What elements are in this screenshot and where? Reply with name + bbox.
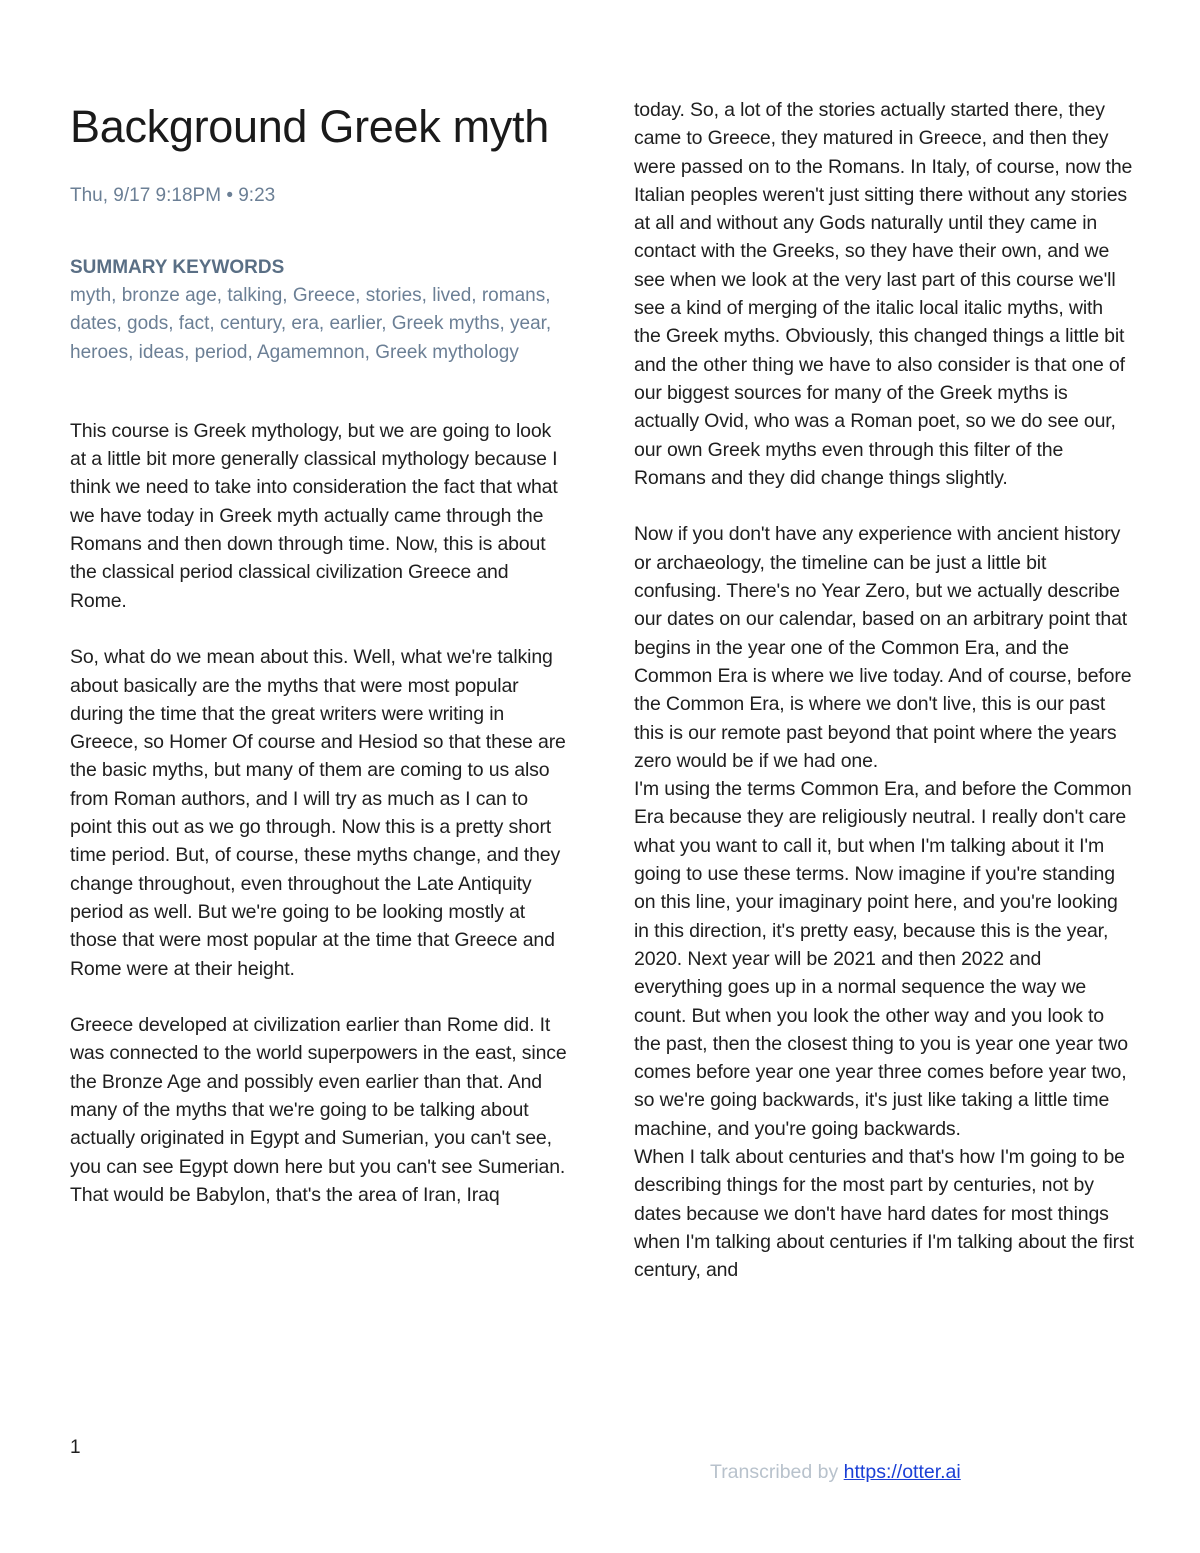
otter-link[interactable]: https://otter.ai	[843, 1461, 961, 1483]
keywords-heading: SUMMARY KEYWORDS	[70, 257, 285, 278]
footer-prefix: Transcribed by	[710, 1461, 844, 1483]
transcript-paragraph: When I talk about centuries and that's how I'm going to be describing things for the most part by centuries, not by dates because we don't have hard dates for most things when I'm talking about centuries if I'm talking about the first century, and	[634, 1145, 1134, 1282]
transcript-paragraph: This course is Greek mythology, but we are going to look at a little bit more generally classical mythology because I think we need to take into consideration the fact that what we have today in Greek myth actually came through the Romans and then down through time. Now, this is about the classical period classical civilization Greece and Rome.	[70, 419, 558, 612]
document-title: Background Greek myth	[70, 101, 549, 152]
keywords-list: myth, bronze age, talking, Greece, stories, lived, romans, dates, gods, fact, century, era, earlier, Greek myths, year, heroes, ideas, period, Agamemnon, Greek mythology	[70, 285, 552, 363]
transcript-paragraph: I'm using the terms Common Era, and before the Common Era because they are religiously neutral. I really don't care what you want to call it, but when I'm talking about it I'm going to use these terms. Now imagine if you're standing on this line, your imaginary point here, and you're looking in this direction, it's pretty easy, because this is the year, 2020. Next year will be 2021 and then 2022 and everything goes up in a normal sequence the way we count. But when you look the other way and you look to the past, then the closest thing to you is year one year two comes before year one year three comes before year two, so we're going backwards, it's just like taking a little time machine, and you're going backwards.	[634, 778, 1132, 1140]
left-column	[70, 98, 570, 1209]
transcription-footer	[710, 1458, 961, 1486]
right-column	[634, 96, 1134, 1284]
transcript-paragraph: Greece developed at civilization earlier than Rome did. It was connected to the world superpowers in the east, since the Bronze Age and possibly even earlier than that. And many of the myths that we're going to be talking about actually originated in Egypt and Sumerian, you can't see, you can see Egypt down here but you can't see Sumerian. That would be Babylon, that's the area of Iran, Iraq	[70, 1014, 567, 1206]
transcript-paragraph: So, what do we mean about this. Well, what we're talking about basically are the myths that were most popular during the time that the great writers were writing in Greece, so Homer Of course and Hesiod so that these are the basic myths, but many of them are coming to us also from Roman authors, and I will try as much as I can to point this out as we go through. Now this is a pretty short time period. But, of course, these myths change, and they change throughout, even throughout the Late Antiquity period as well. But we're going to be looking mostly at those that were most popular at the time that Greece and Rome were at their height.	[70, 646, 566, 980]
transcript-paragraph: today. So, a lot of the stories actually started there, they came to Greece, they matured in Greece, and then they were passed on to the Romans. In Italy, of course, now the Italian peoples weren't just sitting there without any stories at all and without any Gods naturally until they came in contact with the Greeks, so they have their own, and we see when we look at the very last part of this course we'll see a kind of merging of the italic local italic myths, with the Greek myths. Obviously, this changed things a little bit and the other thing we have to also consider is that one of our biggest sources for many of the Greek myths is actually Ovid, who was a Roman poet, so we do see our, our own Greek myths even through this filter of the Romans and they did change things slightly.	[634, 99, 1133, 489]
page-number: 1	[70, 1437, 81, 1458]
recording-meta: Thu, 9/17 9:18PM • 9:23	[70, 185, 276, 206]
transcript-paragraph: Now if you don't have any experience with ancient history or archaeology, the timeline can be just a little bit confusing. There's no Year Zero, but we actually describe our dates on our calendar, based on an arbitrary point that begins in the year one of the Common Era, and the Common Era is where we live today. And of course, before the Common Era, is where we don't live, this is our past this is our remote past beyond that point where the years zero would be if we had one.	[634, 523, 1132, 772]
